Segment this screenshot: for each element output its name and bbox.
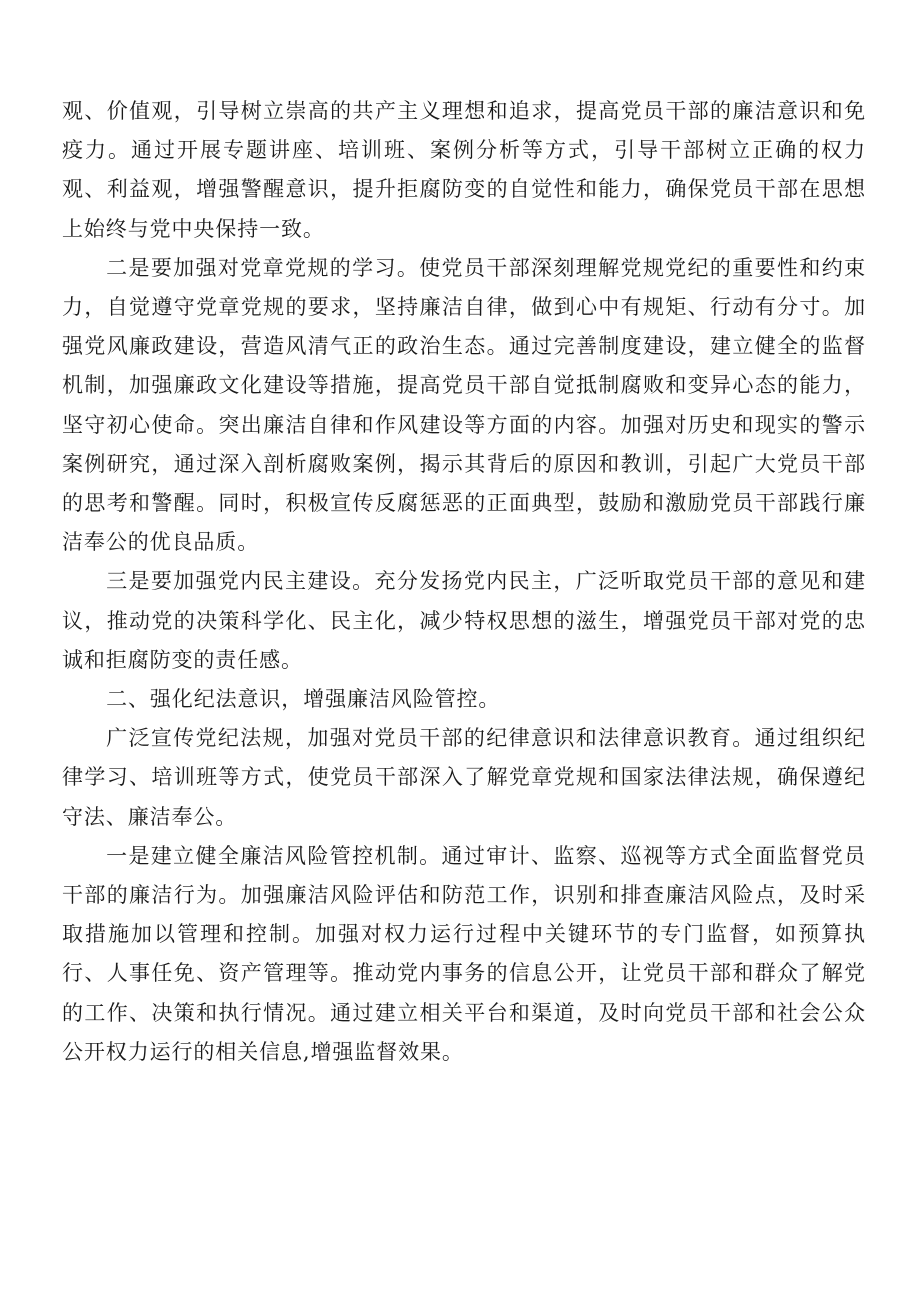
paragraph-risk-control-mechanism: 一是建立健全廉洁风险管控机制。通过审计、监察、巡视等方式全面监督党员干部的廉洁行为。加强廉洁风险评估和防范工作，识别和排查廉洁风险点，及时采取措施加以管理和控制。加强对权力运行过程中关键环节的专门监督，如预算执行、人事任免、资产管理等。推动党内事务的信息公开，让党员干部和群众了解党的工作、决策和执行情况。通过建立相关平台和渠道，及时向党员干部和社会公众公开权力运行的相关信息,增强监督效果。: [62, 843, 866, 1064]
paragraph-discipline-publicity: 广泛宣传党纪法规，加强对党员干部的纪律意识和法律意识教育。通过组织纪律学习、培训班等方式，使党员干部深入了解党章党规和国家法律法规，确保遵纪守法、廉洁奉公。: [62, 726, 866, 829]
section-heading-discipline-law: 二、强化纪法意识，增强廉洁风险管控。: [106, 687, 501, 712]
paragraph-inner-party-democracy: 三是要加强党内民主建设。充分发扬党内民主，广泛听取党员干部的意见和建议，推动党的决策科学化、民主化，减少特权思想的滋生，增强党员干部对党的忠诚和拒腐防变的责任感。: [62, 569, 866, 672]
document-body: [62, 92, 866, 1072]
paragraph-continuation: 观、价值观，引导树立崇高的共产主义理想和追求，提高党员干部的廉洁意识和免疫力。通过开展专题讲座、培训班、案例分析等方式，引导干部树立正确的权力观、利益观，增强警醒意识，提升拒腐防变的自觉性和能力，确保党员干部在思想上始终与党中央保持一致。: [62, 99, 866, 241]
paragraph-party-rules-study: 二是要加强对党章党规的学习。使党员干部深刻理解党规党纪的重要性和约束力，自觉遵守党章党规的要求，坚持廉洁自律，做到心中有规矩、行动有分寸。加强党风廉政建设，营造风清气正的政治生态。通过完善制度建设，建立健全的监督机制，加强廉政文化建设等措施，提高党员干部自觉抵制腐败和变异心态的能力，坚守初心使命。突出廉洁自律和作风建设等方面的内容。加强对历史和现实的警示案例研究，通过深入剖析腐败案例，揭示其背后的原因和教训，引起广大党员干部的思考和警醒。同时，积极宣传反腐惩恶的正面典型，鼓励和激励党员干部践行廉洁奉公的优良品质。: [62, 255, 866, 555]
